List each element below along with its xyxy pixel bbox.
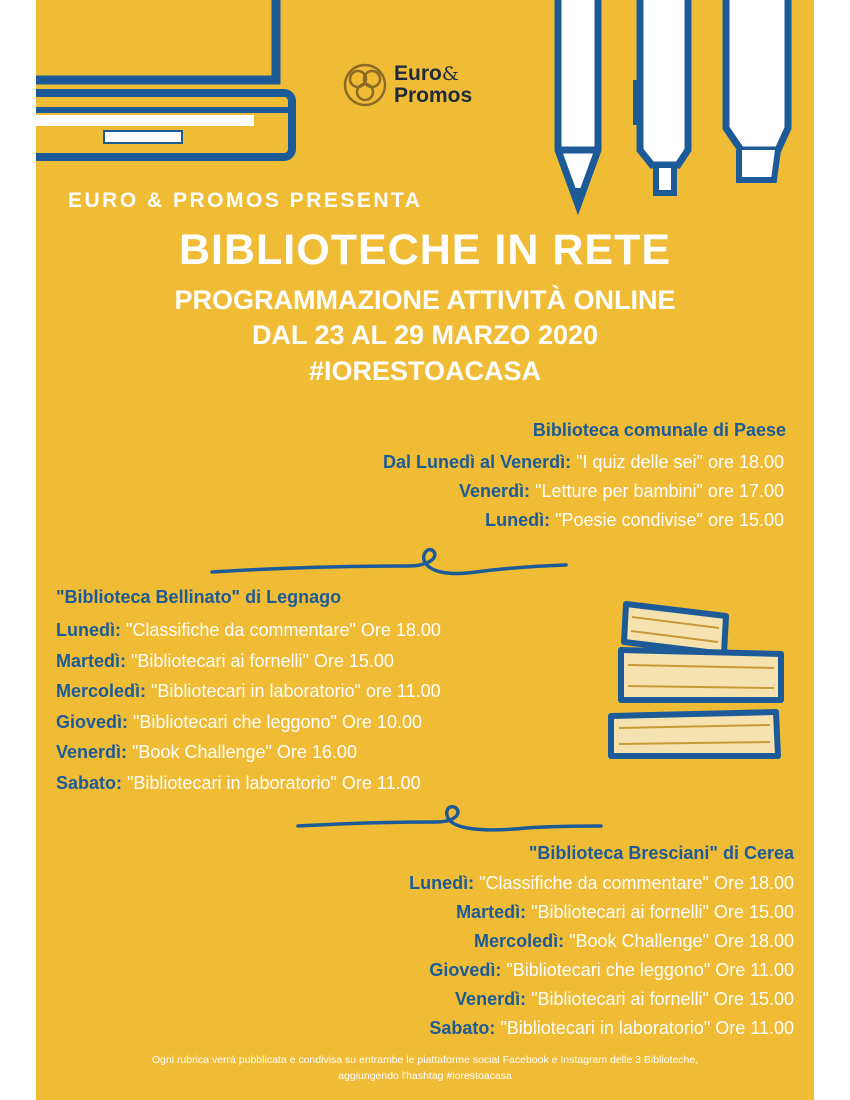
schedule-day: Giovedì: [429, 960, 502, 980]
schedule-text: "Bibliotecari ai fornelli" Ore 15.00 [526, 902, 794, 922]
section-title: "Biblioteca Bresciani" di Cerea [528, 843, 794, 863]
logo-line1: Euro [394, 62, 442, 85]
schedule-day: Mercoledì: [474, 931, 565, 951]
swirl-divider-icon [36, 0, 814, 850]
poster [36, 0, 814, 1100]
schedule-day: Sabato: [56, 773, 123, 793]
schedule-text: "Classifiche da commentare" Ore 18.00 [121, 620, 441, 640]
schedule-text: "Bibliotecari ai fornelli" Ore 15.00 [526, 989, 794, 1009]
schedule-day: Sabato: [429, 1018, 496, 1038]
schedule-item [429, 1018, 794, 1039]
schedule-item [409, 873, 794, 894]
subtitle: PROGRAMMAZIONE ATTIVITÀ ONLINE [174, 285, 676, 315]
schedule-item [429, 960, 794, 981]
logo-ampersand: & [441, 63, 459, 85]
schedule-text: "Book Challenge" Ore 16.00 [127, 742, 357, 762]
schedule-day: Martedì: [456, 902, 527, 922]
main-title: BIBLIOTECHE IN RETE [178, 226, 672, 274]
schedule-text: "I quiz delle sei" ore 18.00 [571, 452, 784, 472]
footer-note [36, 1052, 814, 1084]
footer-line: Ogni rubrica verrà pubblicata e condivisa su entrambe le piattaforme social Facebook e Instagram delle 3 Biblioteche, [151, 1054, 699, 1066]
schedule-day: Venerdì: [56, 742, 128, 762]
schedule-item [456, 902, 794, 923]
presenta-heading: EURO & PROMOS PRESENTA [68, 189, 423, 212]
schedule-day: Lunedì: [485, 510, 551, 530]
date-range: DAL 23 AL 29 MARZO 2020 [251, 320, 599, 350]
schedule-text: "Bibliotecari in laboratorio" Ore 11.00 [495, 1018, 794, 1038]
schedule-day: Lunedì: [409, 873, 475, 893]
schedule-day: Dal Lunedì al Venerdì: [383, 452, 572, 472]
section-title: Biblioteca comunale di Paese [532, 420, 786, 440]
section-title: "Biblioteca Bellinato" di Legnago [56, 587, 342, 607]
schedule-day: Martedì: [56, 651, 127, 671]
schedule-text: "Bibliotecari che leggono" Ore 11.00 [501, 960, 794, 980]
schedule-day: Venerdì: [459, 481, 531, 501]
schedule-text: "Bibliotecari che leggono" Ore 10.00 [128, 712, 422, 732]
footer-line: aggiungendo l'hashtag #iorestoacasa [338, 1070, 512, 1082]
schedule-day: Venerdì: [455, 989, 527, 1009]
schedule-day: Giovedì: [56, 712, 129, 732]
schedule-text: "Poesie condivise" ore 15.00 [550, 510, 784, 530]
schedule-text: "Bibliotecari in laboratorio" ore 11.00 [146, 681, 441, 701]
schedule-text: "Book Challenge" Ore 18.00 [564, 931, 794, 951]
schedule-day: Mercoledì: [56, 681, 147, 701]
schedule-text: "Letture per bambini" ore 17.00 [530, 481, 784, 501]
schedule-item [474, 931, 794, 952]
schedule-text: "Bibliotecari ai fornelli" Ore 15.00 [126, 651, 394, 671]
schedule-item [455, 989, 794, 1010]
schedule-text: "Classifiche da commentare" Ore 18.00 [474, 873, 794, 893]
logo-line2: Promos [394, 84, 473, 107]
schedule-day: Lunedì: [56, 620, 121, 640]
schedule-text: "Bibliotecari in laboratorio" Ore 11.00 [122, 773, 421, 793]
hashtag-heading: #IORESTOACASA [308, 356, 542, 386]
